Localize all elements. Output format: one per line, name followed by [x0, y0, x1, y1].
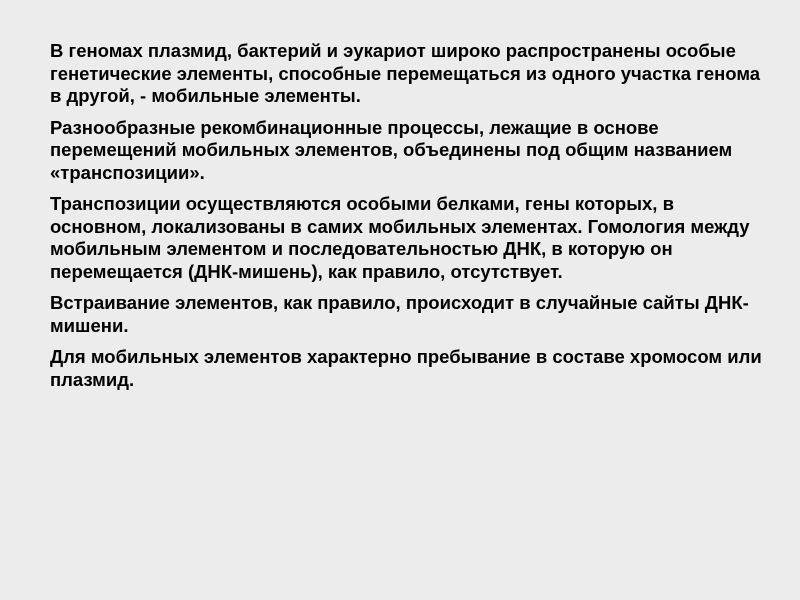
slide-text-body: [50, 40, 765, 400]
paragraph-transposition-definition: Разнообразные рекомбинационные процессы, лежащие в основе перемещений мобильных элементов, объединены под общим названием «транспозиции».: [50, 116, 733, 183]
paragraph-insertion-sites: Встраивание элементов, как правило, происходит в случайные сайты ДНК-мишени.: [50, 292, 749, 336]
paragraph-chromosome-plasmid-location: Для мобильных элементов характерно пребывание в составе хромосом или плазмид.: [50, 346, 762, 390]
paragraph-mobile-elements-intro: В геномах плазмид, бактерий и эукариот широко распространены особые генетические элементы, способные перемещаться из одного участка генома в другой, - мобильные элементы.: [50, 40, 761, 106]
paragraph-transposition-proteins: Транспозиции осуществляются особыми белками, гены которых, в основном, локализованы в самих мобильных элементах. Гомология между мобильным элементом и последовательностью ДНК, в которую он перемещается (ДНК-мишень), как правило, отсутствует.: [50, 193, 750, 282]
